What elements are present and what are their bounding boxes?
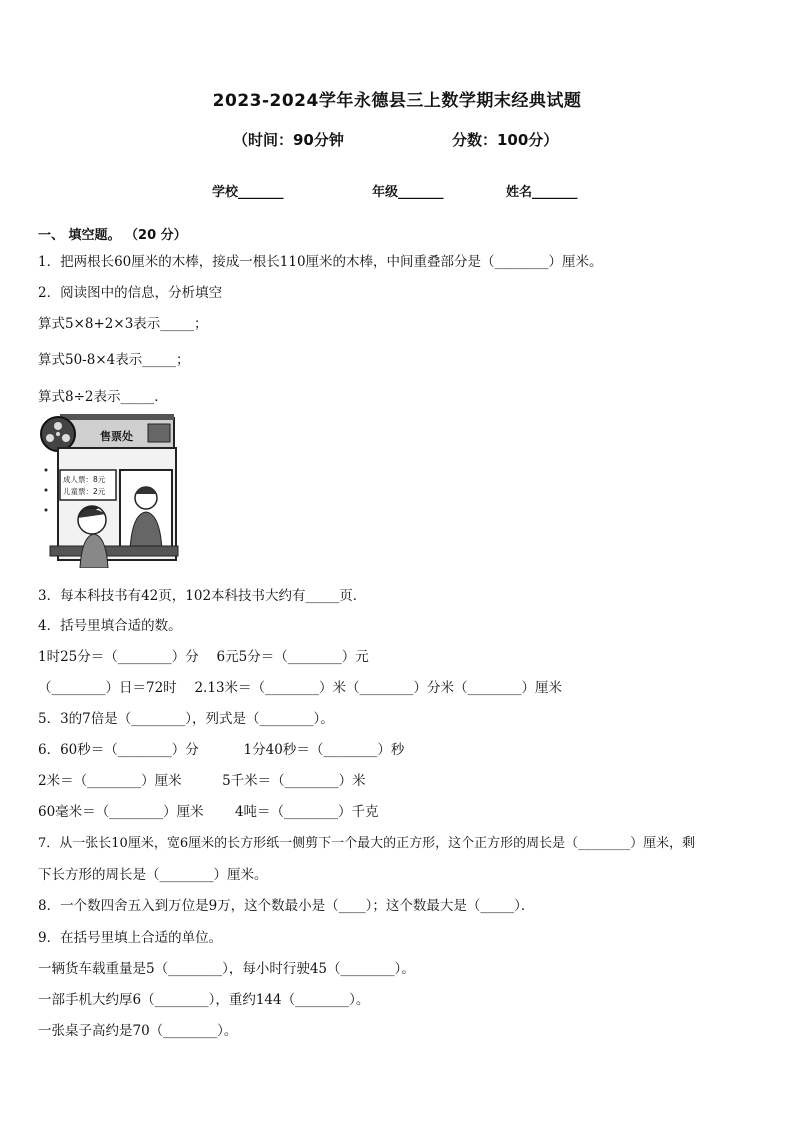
question-line: 4．括号里填合适的数。 [38, 618, 182, 634]
exam-time: （时间：90分钟 [233, 131, 344, 149]
question-line: 算式8÷2表示_____． [38, 389, 168, 405]
question-line: 7．从一张长10厘米，宽6厘米的长方形纸一侧剪下一个最大的正方形，这个正方形的周长是（________）厘米，剩 [38, 836, 696, 851]
booth-sign-text: 售票处 [100, 430, 133, 443]
question-line: 2．阅读图中的信息，分析填空 [38, 285, 223, 301]
question-line: 下长方形的周长是（________）厘米。 [38, 867, 268, 883]
question-line: 一部手机大约厚6（________），重约144（________）。 [38, 992, 370, 1008]
question-line: 60毫米＝（________）厘米 4吨＝（________）千克 [38, 804, 379, 820]
question-line: 一辆货车载重量是5（________），每小时行驶45（________）。 [38, 961, 415, 977]
adult-price-text: 成人票：8元 [63, 475, 106, 484]
name-field: 姓名_______ [506, 185, 578, 200]
ticket-booth-illustration [40, 410, 182, 568]
question-line: 5．3的7倍是（________），列式是（________）。 [38, 711, 334, 727]
question-line: 2米＝（________）厘米 5千米＝（________）米 [38, 773, 366, 789]
question-line: （________）日＝72时 2.13米＝（________）米（________）分米（________）厘米 [38, 680, 563, 696]
question-line: 3．每本科技书有42页，102本科技书大约有_____页． [38, 588, 367, 604]
question-line: 9．在括号里填上合适的单位。 [38, 930, 223, 946]
exam-score: 分数：100分） [452, 131, 559, 149]
exam-title: 2023-2024学年永德县三上数学期末经典试题 [212, 91, 582, 111]
school-field: 学校_______ [212, 185, 284, 200]
question-line: 算式5×8+2×3表示_____； [38, 316, 208, 332]
child-price-text: 儿童票：2元 [63, 487, 106, 496]
question-line: 1时25分＝（________）分 6元5分＝（________）元 [38, 649, 369, 665]
question-line: 8．一个数四舍五入到万位是9万，这个数最小是（____）；这个数最大是（_____）． [38, 898, 535, 914]
grade-field: 年级_______ [372, 185, 444, 200]
section-heading: 一、 填空题。 （20 分） [38, 228, 187, 243]
question-line: 一张桌子高约是70（________）。 [38, 1023, 238, 1039]
question-line: 算式50-8×4表示_____； [38, 352, 190, 368]
question-line: 6．60秒＝（________）分 1分40秒＝（________）秒 [38, 742, 405, 758]
question-line: 1．把两根长60厘米的木棒，接成一根长110厘米的木棒，中间重叠部分是（________）厘米。 [38, 254, 603, 270]
